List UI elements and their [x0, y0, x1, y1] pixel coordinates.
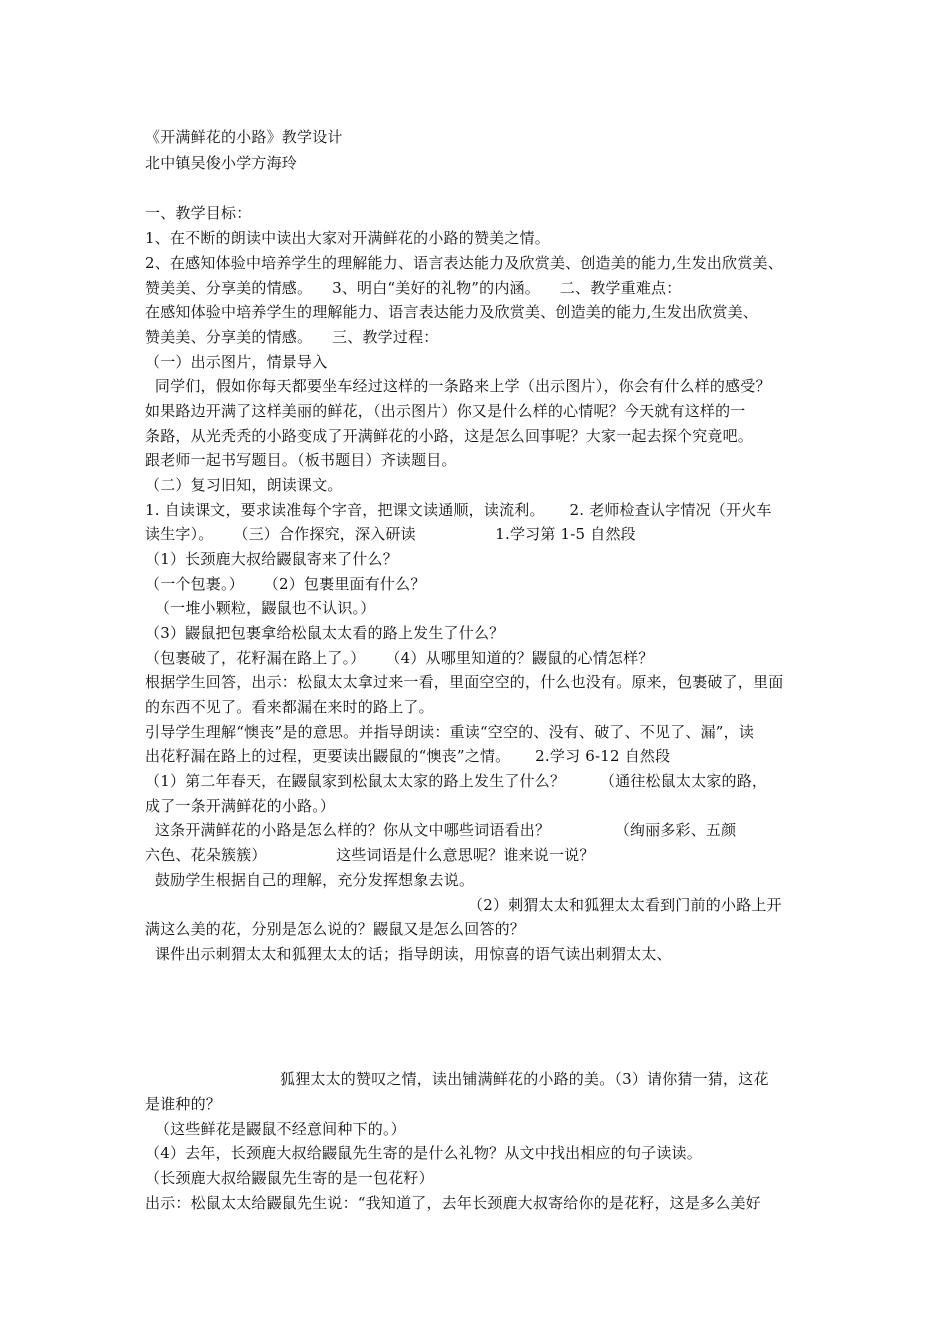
text-line: 跟老师一起书写题目。（板书题目）齐读题目。 [145, 451, 457, 469]
text-line: 六色、花朵簇簇） 这些词语是什么意思呢？谁来说一说？ [145, 846, 595, 864]
text-line: （一）出示图片，情景导入 [145, 353, 328, 371]
text-line: 这条开满鲜花的小路是怎么样的？你从文中哪些词语看出？ （绚丽多彩、五颜 [145, 821, 737, 839]
text-line: 是谁种的？ [145, 1095, 222, 1113]
text-line: 的东西不见了。看来都漏在来时的路上了。 [145, 698, 434, 716]
text-line: 狐狸太太的赞叹之情，读出铺满鲜花的小路的美。（3）请你猜一猜，这花 [280, 1070, 769, 1088]
text-line: 一、教学目标： [145, 204, 252, 222]
text-line: （包裹破了，花籽漏在路上了。） （4）从哪里知道的？鼹鼠的心情怎样？ [145, 649, 654, 667]
text-line: 成了一条开满鲜花的小路。） [145, 797, 336, 815]
text-line: 出示：松鼠太太给鼹鼠先生说：“我知道了，去年长颈鹿大叔寄给你的是花籽，这是多么美好 [145, 1194, 761, 1212]
document-author: 北中镇吴俊小学方海玲 [145, 154, 298, 172]
text-line: 1. 自读课文，要求读准每个字音，把课文读通顺，读流利。 2. 老师检查认字情况（开火车 [145, 501, 772, 519]
text-line: 引导学生理解“懊丧”是的意思。并指导朗读：重读“空空的、没有、破了、不见了、漏”，读 [145, 723, 755, 741]
document-title: 《开满鲜花的小路》教学设计 [145, 128, 343, 146]
text-line: 课件出示刺猬太太和狐狸太太的话；指导朗读，用惊喜的语气读出刺猬太太、 [145, 945, 672, 963]
text-line: 赞美美、分享美的情感。 3、明白“美好的礼物”的内涵。 二、教学重难点： [145, 279, 682, 297]
text-line: （一堆小颗粒，鼹鼠也不认识。） [145, 599, 376, 617]
text-line: 满这么美的花，分别是怎么说的？鼹鼠又是怎么回答的？ [145, 920, 526, 938]
text-line: （二）复习旧知，朗读课文。 [145, 476, 343, 494]
text-line: 出花籽漏在路上的过程，更要读出鼹鼠的“懊丧”之情。 2.学习 6-12 自然段 [145, 747, 671, 765]
text-line: （4）去年，长颈鹿大叔给鼹鼠先生寄的是什么礼物？从文中找出相应的句子读读。 [145, 1144, 702, 1162]
text-line: 2、在感知体验中培养学生的理解能力、语言表达能力及欣赏美、创造美的能力,生发出欣赏美、 [145, 254, 783, 272]
text-line: （1）长颈鹿大叔给鼹鼠寄来了什么？ [145, 550, 398, 568]
text-line: （这些鲜花是鼹鼠不经意间种下的。） [145, 1120, 406, 1138]
text-line: （2）刺猬太太和狐狸太太看到门前的小路上开 [468, 896, 782, 914]
text-line: 读生字）。 （三）合作探究，深入研读 1.学习第 1-5 自然段 [145, 525, 636, 543]
text-line: （长颈鹿大叔给鼹鼠先生寄的是一包花籽） [145, 1169, 434, 1187]
text-line: 1、在不断的朗读中读出大家对开满鲜花的小路的赞美之情。 [145, 229, 550, 247]
text-line: 根据学生回答，出示：松鼠太太拿过来一看，里面空空的，什么也没有。原来，包裹破了，里面 [145, 673, 784, 691]
text-line: 同学们，假如你每天都要坐车经过这样的一条路来上学（出示图片），你会有什么样的感受？ [145, 377, 771, 395]
text-line: 如果路边开满了这样美丽的鲜花，（出示图片）你又是什么样的心情呢？今天就有这样的一 [145, 402, 746, 420]
text-line: 在感知体验中培养学生的理解能力、语言表达能力及欣赏美、创造美的能力,生发出欣赏美、 [145, 303, 758, 321]
text-line: （3）鼹鼠把包裹拿给松鼠太太看的路上发生了什么？ [145, 624, 505, 642]
text-line: 鼓励学生根据自己的理解，充分发挥想象去说。 [145, 871, 475, 889]
text-line: 条路，从光秃秃的小路变成了开满鲜花的小路，这是怎么回事呢？大家一起去探个究竟吧。 [145, 427, 754, 445]
text-line: （一个包裹。） （2）包裹里面有什么？ [145, 575, 426, 593]
text-line: （1）第二年春天，在鼹鼠家到松鼠太太家的路上发生了什么？ （通往松鼠太太家的路， [145, 772, 768, 790]
text-line: 赞美美、分享美的情感。 三、教学过程： [145, 328, 439, 346]
